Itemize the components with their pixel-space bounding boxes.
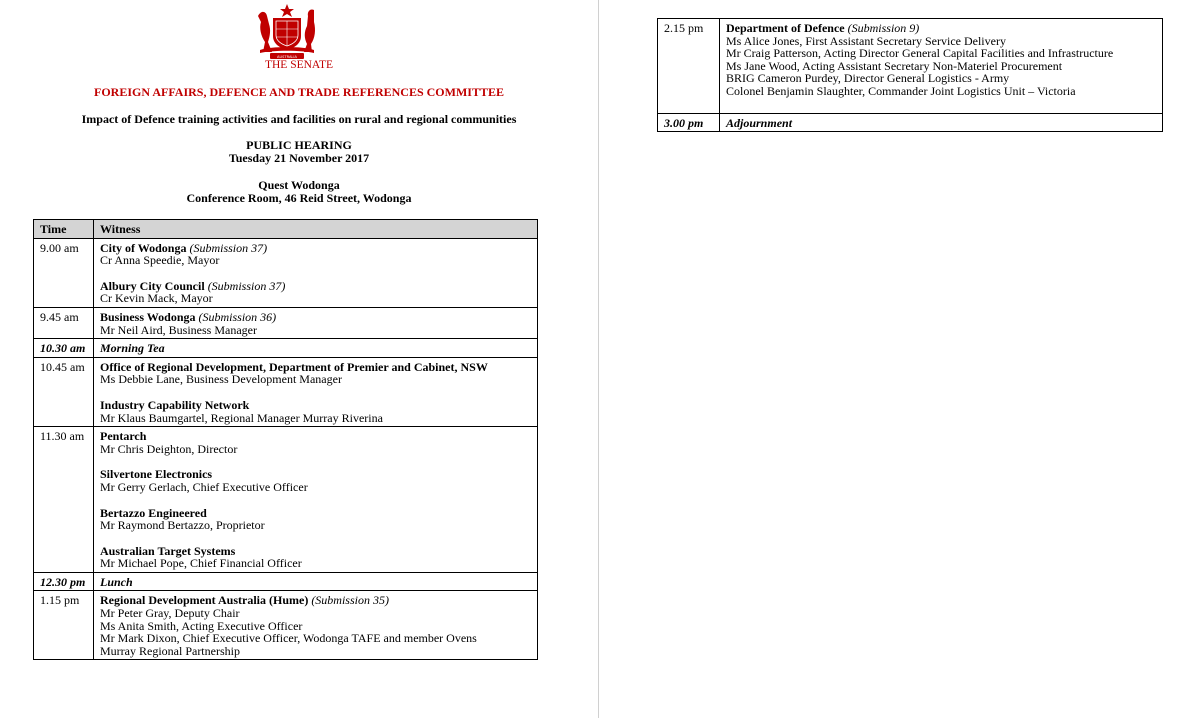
witness-name: Mr Klaus Baumgartel, Regional Manager Murray Riverina	[100, 410, 383, 425]
coat-of-arms-logo	[252, 2, 322, 60]
hearing-venue: Quest Wodonga	[258, 178, 340, 192]
row-time: 9.45 am	[34, 307, 94, 338]
submission-ref: (Submission 35)	[308, 593, 389, 608]
witness-group	[100, 399, 531, 412]
schedule-row	[34, 591, 538, 660]
row-witnesses	[94, 238, 538, 307]
schedule-row	[658, 19, 1163, 114]
svg-text:AUSTRALIA: AUSTRALIA	[277, 55, 297, 59]
witness-name: Cr Anna Speedie, Mayor	[100, 253, 220, 268]
row-time: 10.30 am	[34, 339, 94, 358]
time-column-header: Time	[34, 220, 94, 239]
row-time: 9.00 am	[34, 238, 94, 307]
witness-name: BRIG Cameron Purdey, Director General Logistics - Army	[726, 71, 1010, 86]
spacer	[726, 98, 1156, 111]
crest-icon	[252, 2, 322, 60]
witness-name: Mr Raymond Bertazzo, Proprietor	[100, 518, 265, 533]
witness-name: Murray Regional Partnership	[100, 643, 240, 658]
organisation-name: Bertazzo Engineered	[100, 505, 207, 520]
organisation-name: Department of Defence	[726, 21, 845, 35]
hearing-date: Tuesday 21 November 2017	[228, 151, 370, 165]
organisation-name: Regional Development Australia (Hume)	[100, 593, 309, 608]
schedule-row	[34, 307, 538, 338]
schedule-row	[34, 357, 538, 426]
witness-name: Ms Anita Smith, Acting Executive Officer	[100, 618, 303, 633]
witness-name: Mr Craig Patterson, Acting Director General Capital Facilities and Infrastructure	[726, 46, 1114, 61]
witness-name: Ms Jane Wood, Acting Assistant Secretary Non-Materiel Procurement	[726, 58, 1063, 73]
submission-ref: (Submission 36)	[195, 309, 277, 324]
witness-name: Mr Peter Gray, Deputy Chair	[100, 606, 240, 621]
break-label: Adjournment	[720, 113, 1163, 132]
witness-name: Cr Kevin Mack, Mayor	[100, 291, 213, 306]
document-page-1	[0, 0, 598, 718]
break-row	[658, 113, 1163, 132]
break-label: Lunch	[94, 572, 538, 591]
row-time: 11.30 am	[34, 427, 94, 573]
witness-name: Mr Gerry Gerlach, Chief Executive Officer	[100, 479, 308, 494]
spacer	[100, 532, 531, 545]
organisation-name: City of Wodonga	[100, 240, 187, 255]
break-row	[34, 572, 538, 591]
witness-name: Mr Chris Deighton, Director	[100, 441, 238, 456]
submission-ref: (Submission 37)	[204, 278, 286, 293]
table-header-row	[34, 220, 538, 239]
committee-heading: FOREIGN AFFAIRS, DEFENCE AND TRADE REFERENCES COMMITTEE	[94, 85, 504, 99]
row-witnesses	[94, 357, 538, 426]
witness-name: Colonel Benjamin Slaughter, Commander Joint Logistics Unit – Victoria	[726, 83, 1076, 98]
row-time: 2.15 pm	[658, 19, 720, 114]
witness-name: Mr Neil Aird, Business Manager	[100, 322, 257, 337]
submission-ref: (Submission 9)	[844, 21, 920, 35]
organisation-name: Albury City Council	[100, 278, 205, 293]
organisation-name: Silvertone Electronics	[100, 467, 213, 482]
organisation-name: Australian Target Systems	[100, 543, 236, 558]
row-witnesses	[94, 591, 538, 660]
inquiry-title: Impact of Defence training activities and facilities on rural and regional communities	[81, 112, 517, 126]
break-label: Morning Tea	[94, 339, 538, 358]
schedule-table-continued	[657, 18, 1163, 132]
submission-ref: (Submission 37)	[186, 240, 268, 255]
schedule-table	[33, 219, 538, 660]
witness-name: Ms Debbie Lane, Business Development Manager	[100, 372, 342, 387]
row-witnesses	[94, 307, 538, 338]
break-row	[34, 339, 538, 358]
organisation-name: Business Wodonga	[100, 309, 196, 324]
witness-name: Mr Michael Pope, Chief Financial Officer	[100, 556, 302, 571]
row-time: 12.30 pm	[34, 572, 94, 591]
organisation-name: Office of Regional Development, Department of Premier and Cabinet, NSW	[100, 359, 488, 374]
hearing-title: PUBLIC HEARING	[246, 138, 352, 152]
senate-heading: THE SENATE	[264, 59, 334, 71]
witness-group	[726, 22, 1156, 35]
witness-column-header: Witness	[94, 220, 538, 239]
row-witnesses	[720, 19, 1163, 114]
row-time: 3.00 pm	[658, 113, 720, 132]
row-time: 10.45 am	[34, 357, 94, 426]
schedule-row	[34, 427, 538, 573]
hearing-address: Conference Room, 46 Reid Street, Wodonga	[186, 191, 412, 205]
witness-name: Ms Alice Jones, First Assistant Secretary Service Delivery	[726, 33, 1006, 48]
document-page-2	[599, 0, 1200, 718]
witness-group	[100, 311, 531, 324]
witness-name: Mr Mark Dixon, Chief Executive Officer, Wodonga TAFE and member Ovens	[100, 631, 477, 646]
row-witnesses	[94, 427, 538, 573]
schedule-row	[34, 238, 538, 307]
spacer	[100, 494, 531, 507]
row-time: 1.15 pm	[34, 591, 94, 660]
organisation-name: Pentarch	[100, 429, 147, 444]
organisation-name: Industry Capability Network	[100, 397, 250, 412]
